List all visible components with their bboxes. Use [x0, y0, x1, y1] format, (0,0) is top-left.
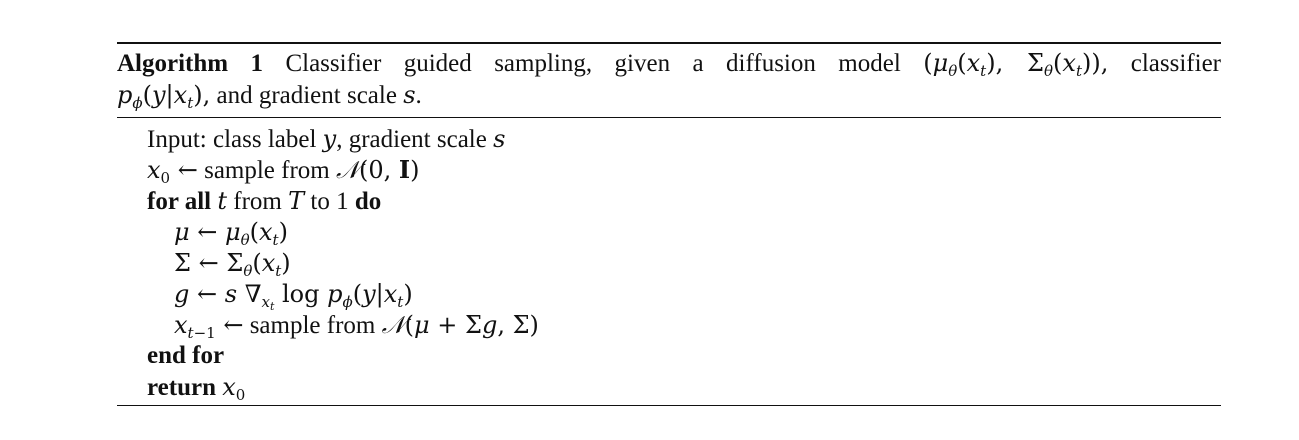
line-init — [147, 155, 420, 186]
caption-text-1: Classifier guided sampling, given a diffusion model — [285, 50, 901, 77]
classifier-math: $p_\phi(y|x_t)$, — [117, 81, 211, 112]
return-value-math: $x_0$ — [222, 373, 246, 404]
line-gradient — [174, 279, 413, 313]
for-keyword: for all — [147, 188, 212, 215]
line-input — [147, 124, 505, 155]
init-normal-math: 𝒩(0, I) — [336, 155, 420, 184]
line-end-for — [147, 341, 224, 371]
diffusion-model-math: ($\mu_\theta(x_t)$, $\Sigma_\theta(x_t)$), — [923, 49, 1109, 80]
end-for-keyword: end for — [147, 342, 225, 369]
algorithm-caption-line-2 — [117, 80, 422, 111]
update-normal-math: 𝒩(μ + Σg, Σ) — [381, 311, 539, 339]
for-to: to 1 — [310, 188, 349, 215]
line-return — [147, 372, 245, 403]
line-sigma — [174, 248, 291, 279]
T-symbol: T — [288, 187, 305, 215]
init-lhs-math: $x_0$ ← — [147, 156, 198, 187]
line-mu — [174, 217, 288, 248]
update-mid: sample from — [249, 312, 376, 339]
caption-end: . — [415, 82, 422, 109]
update-lhs-math: $x_{t-1}$ ← — [174, 311, 244, 342]
top-rule — [117, 42, 1221, 44]
caption-text-2: classifier — [1130, 50, 1221, 77]
line-for — [147, 186, 381, 217]
return-keyword: return — [147, 374, 216, 401]
for-from: from — [233, 188, 282, 215]
gradient-assign-math: g ← s $\nabla_{x_t}$ $\log p_\phi(y|x_t)$ — [174, 280, 413, 313]
scale-symbol: s — [403, 81, 416, 109]
sigma-assign-math: Σ ← $\Sigma_\theta(x_t)$ — [174, 249, 291, 280]
algorithm-caption — [117, 48, 1221, 79]
bottom-rule — [117, 405, 1221, 406]
middle-rule — [117, 117, 1221, 118]
t-symbol: t — [217, 187, 228, 215]
caption-text-3: and gradient scale — [216, 82, 397, 109]
algorithm-label: Algorithm 1 — [117, 50, 264, 77]
input-mid: , gradient scale — [336, 126, 487, 153]
line-update — [174, 310, 539, 341]
do-keyword: do — [354, 188, 382, 215]
class-label-symbol: y — [322, 125, 337, 153]
input-prefix: Input: class label — [147, 126, 317, 153]
mu-assign-math: μ ← $\mu_\theta(x_t)$ — [174, 218, 288, 249]
init-mid: sample from — [204, 157, 330, 184]
scale-symbol-input: s — [493, 125, 506, 153]
algorithm-box — [117, 42, 1221, 407]
